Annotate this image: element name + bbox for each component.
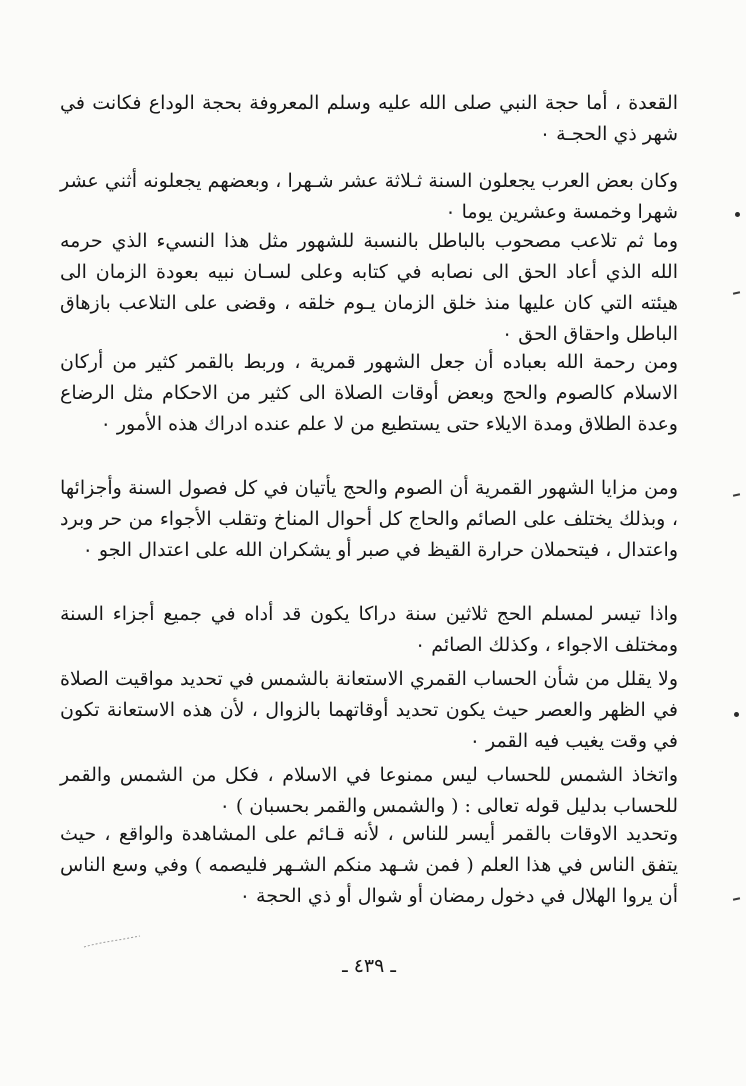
paragraph-8: واتخاذ الشمس للحساب ليس ممنوعا في الاسلام ، فكل من الشمس والقمر للحساب بدليل قوله تعالى : ( والشمس والقمر بحسبان ) ٠ (60, 764, 678, 817)
paragraph-9: وتحديد الاوقات بالقمر أيسر للناس ، لأنه قـائم على المشاهدة والواقع ، حيث يتفق الناس في هذا العلم ( فمن شـهد منكم الشـهر فليصمه ) وفي وسع الناس أن يروا الهلال في دخول رمضان أو شوال أو ذي الحجة ٠ (60, 823, 678, 907)
paragraph-1: القعدة ، أما حجة النبي صلى الله عليه وسلم المعروفة بحجة الوداع فكانت في شهر ذي الحجـة ٠ (60, 92, 678, 145)
pencil-smudge (82, 935, 142, 949)
paragraph-3: وما ثم تلاعب مصحوب بالباطل بالنسبة للشهور مثل هذا النسيء الذي حرمه الله الذي أعاد الحق الى نصابه في كتابه وعلى لسـان نبيه بعودة الزمان الى هيئته التي كان عليها منذ خلق الزمان يـوم خلقه ، وقضى على التلاعب بازهاق الباطل واحقاق الحق ٠ (60, 230, 678, 345)
paragraph-6: واذا تيسر لمسلم الحج ثلاثين سنة دراكا يكون قد أداه في جميع أجزاء السنة ومختلف الاجواء ، وكذلك الصائم ٠ (60, 603, 678, 656)
paragraph-4: ومن رحمة الله بعباده أن جعل الشهور قمرية ، وربط بالقمر كثير من أركان الاسلام كالصوم والحج وبعض أوقات الصلاة الى كثير من الاحكام مثل الرضاع وعدة الطلاق ومدة الايلاء حتى يستطيع من لا علم عنده ادراك هذه الأمور ٠ (60, 351, 678, 435)
margin-dot (735, 212, 740, 217)
paragraph-5: ومن مزايا الشهور القمرية أن الصوم والحج يأتيان في كل فصول السنة وأجزائها ، وبذلك يختلف على الصائم والحاج كل أحوال المناخ وتقلب الأجواء من حر وبرد واعتدال ، فيتحملان حرارة القيظ في صبر أو يشكران الله على اعتدال الجو ٠ (60, 477, 678, 561)
margin-dot (734, 712, 739, 717)
page-number: ـ ٤٣٩ ـ (342, 955, 396, 977)
margin-tick (733, 291, 740, 294)
margin-tick (733, 493, 740, 496)
paragraph-2: وكان بعض العرب يجعلون السنة ثـلاثة عشر شـهرا ، وبعضهم يجعلونه أثني عشر شهرا وخمسة وعشرين يوما ٠ (60, 170, 678, 223)
margin-tick (733, 897, 740, 900)
document-page (60, 0, 678, 1086)
paragraph-7: ولا يقلل من شأن الحساب القمري الاستعانة بالشمس في تحديد مواقيت الصلاة في الظهر والعصر حيث يكون تحديد أوقاتهما بالزوال ، لأن هذه الاستعانة تكون في وقت يغيب فيه القمر ٠ (60, 668, 678, 752)
